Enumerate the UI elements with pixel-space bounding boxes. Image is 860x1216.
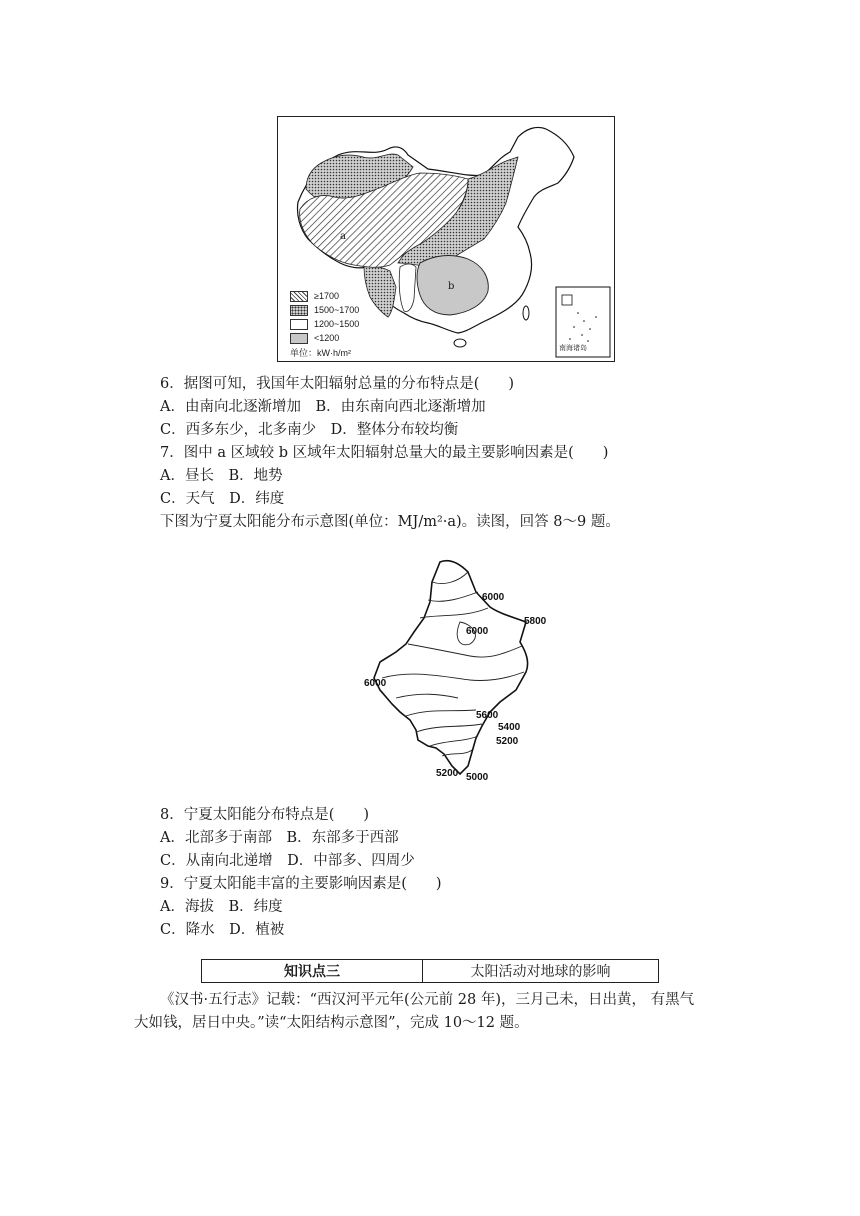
q7-options-ab: A．昼长 B．地势 bbox=[160, 468, 283, 484]
legend-label: 1500~1700 bbox=[314, 305, 360, 315]
legend-label: ≥1700 bbox=[314, 291, 339, 301]
q8-options-cd: C．从南向北递增 D．中部多、四周少 bbox=[160, 853, 415, 869]
china-solar-map bbox=[277, 116, 615, 362]
q7-options-cd: C．天气 D．纬度 bbox=[160, 491, 285, 507]
q9-stem: 9．宁夏太阳能丰富的主要影响因素是( ) bbox=[160, 876, 442, 892]
q9-options-ab: A．海拔 B．纬度 bbox=[160, 899, 283, 915]
contour-label: 5400 bbox=[498, 722, 521, 733]
white-swatch-icon bbox=[290, 319, 308, 330]
q6-options-ab: A．由南向北逐渐增加 B．由东南向西北逐渐增加 bbox=[160, 399, 486, 415]
knowledge-point-title: 太阳活动对地球的影响 bbox=[423, 960, 659, 983]
hatch-swatch-icon bbox=[290, 291, 308, 302]
map2-intro: 下图为宁夏太阳能分布示意图(单位：MJ/m²·a)。读图，回答 8～9 题。 bbox=[160, 514, 620, 530]
knowledge-point-number: 知识点三 bbox=[202, 960, 423, 983]
q8-stem: 8．宁夏太阳能分布特点是( ) bbox=[160, 807, 370, 823]
contour-label: 6000 bbox=[364, 678, 387, 689]
inset-label: 南海诸岛 bbox=[559, 345, 587, 352]
region-a-label: a bbox=[340, 231, 346, 242]
ningxia-map-graphic bbox=[340, 552, 560, 792]
contour-label: 6000 bbox=[482, 592, 505, 603]
legend-label: <1200 bbox=[314, 333, 340, 343]
map-legend bbox=[290, 289, 359, 359]
contour-label: 5000 bbox=[466, 772, 489, 783]
grey-swatch-icon bbox=[290, 333, 308, 344]
q7-stem: 7．图中 a 区域较 b 区域年太阳辐射总量大的最主要影响因素是( ) bbox=[160, 445, 609, 461]
q6-options-cd: C．西多东少，北多南少 D．整体分布较均衡 bbox=[160, 422, 459, 438]
ningxia-solar-map bbox=[340, 552, 560, 792]
region-b-label: b bbox=[448, 281, 455, 292]
contour-label: 5200 bbox=[436, 768, 459, 779]
legend-item bbox=[290, 303, 359, 317]
contour-label: 5800 bbox=[524, 616, 547, 627]
contour-label: 5200 bbox=[496, 736, 519, 747]
q6-stem: 6．据图可知，我国年太阳辐射总量的分布特点是( ) bbox=[160, 376, 515, 392]
q9-options-cd: C．降水 D．植被 bbox=[160, 922, 285, 938]
knowledge-point-table bbox=[201, 959, 659, 983]
legend-item bbox=[290, 331, 359, 345]
map-unit: 单位：kW·h/m² bbox=[290, 347, 351, 358]
legend-item bbox=[290, 289, 359, 303]
contour-label: 6000 bbox=[466, 626, 489, 637]
q8-options-ab: A．北部多于南部 B．东部多于西部 bbox=[160, 830, 399, 846]
passage-line-2: 大如钱，居日中央。”读“太阳结构示意图”，完成 10～12 题。 bbox=[134, 1015, 529, 1031]
passage-line-1: 《汉书·五行志》记载：“西汉河平元年(公元前 28 年)，三月己未，日出黄， 有黑气 bbox=[160, 992, 695, 1008]
legend-label: 1200~1500 bbox=[314, 319, 360, 329]
contour-label: 5600 bbox=[476, 710, 499, 721]
legend-item bbox=[290, 317, 359, 331]
knowledge-point-row bbox=[202, 960, 659, 983]
dots-swatch-icon bbox=[290, 305, 308, 316]
